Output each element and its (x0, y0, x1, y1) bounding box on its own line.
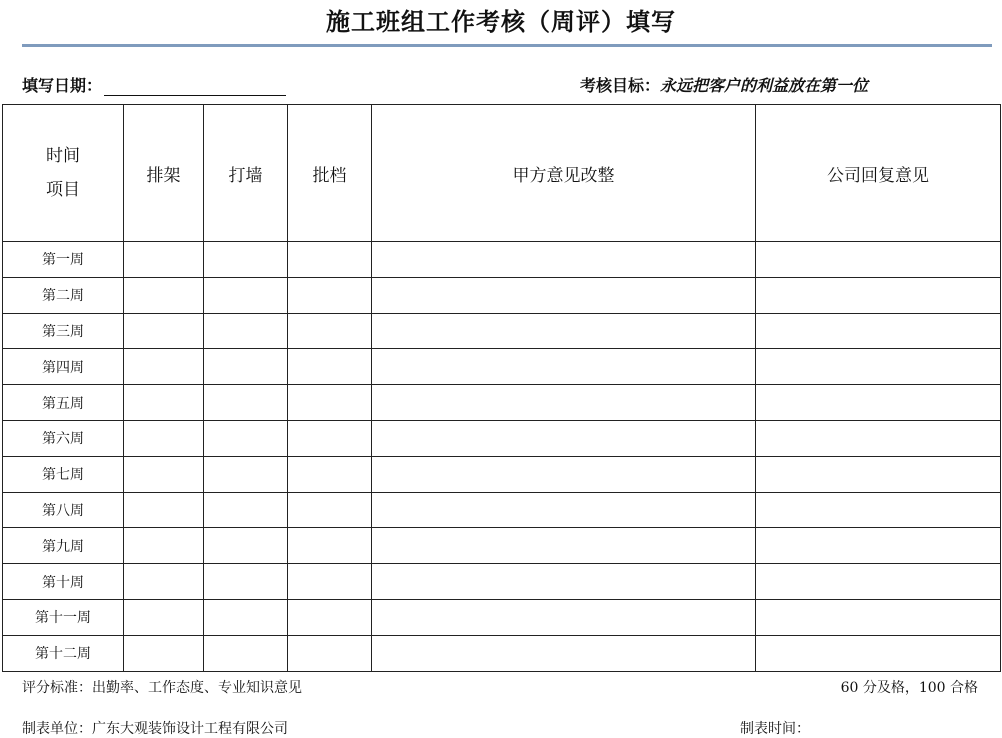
issuing-unit: 制表单位：广东大观装饰设计工程有限公司 (22, 721, 288, 737)
company-reply-cell[interactable] (756, 564, 1001, 600)
goal-label: 考核目标： (580, 76, 661, 95)
file-cell[interactable] (288, 528, 372, 564)
file-cell[interactable] (288, 313, 372, 349)
wall-cell[interactable] (204, 564, 288, 600)
issue-time: 制表时间： (740, 721, 810, 737)
table-row (3, 456, 1001, 492)
table-row (3, 528, 1001, 564)
table-row (3, 277, 1001, 313)
company-reply-cell[interactable] (756, 599, 1001, 635)
company-reply-cell[interactable] (756, 349, 1001, 385)
wall-cell[interactable] (204, 635, 288, 671)
table-row (3, 564, 1001, 600)
fill-date-label: 填写日期： (22, 76, 103, 95)
week-label: 第十一周 (3, 599, 124, 635)
week-label: 第七周 (3, 456, 124, 492)
file-cell[interactable] (288, 492, 372, 528)
table-row (3, 635, 1001, 671)
company-reply-cell[interactable] (756, 420, 1001, 456)
wall-cell[interactable] (204, 599, 288, 635)
company-reply-cell[interactable] (756, 528, 1001, 564)
company-reply-cell[interactable] (756, 313, 1001, 349)
company-reply-cell[interactable] (756, 492, 1001, 528)
client-opinion-cell[interactable] (372, 564, 756, 600)
header-time-item (3, 105, 124, 242)
wall-cell[interactable] (204, 528, 288, 564)
file-cell[interactable] (288, 635, 372, 671)
client-opinion-cell[interactable] (372, 313, 756, 349)
wall-cell[interactable] (204, 277, 288, 313)
rack-cell[interactable] (124, 313, 204, 349)
company-reply-cell[interactable] (756, 385, 1001, 421)
table-row (3, 313, 1001, 349)
week-label: 第十周 (3, 564, 124, 600)
table-row (3, 349, 1001, 385)
header-wall: 打墙 (204, 105, 288, 242)
file-cell[interactable] (288, 564, 372, 600)
wall-cell[interactable] (204, 242, 288, 278)
rack-cell[interactable] (124, 528, 204, 564)
table-header-row (3, 105, 1001, 242)
week-label: 第八周 (3, 492, 124, 528)
week-label: 第四周 (3, 349, 124, 385)
company-reply-cell[interactable] (756, 635, 1001, 671)
wall-cell[interactable] (204, 456, 288, 492)
week-label: 第六周 (3, 420, 124, 456)
header-item-label: 项目 (46, 180, 80, 200)
client-opinion-cell[interactable] (372, 277, 756, 313)
wall-cell[interactable] (204, 492, 288, 528)
client-opinion-cell[interactable] (372, 528, 756, 564)
week-label: 第三周 (3, 313, 124, 349)
table-row (3, 420, 1001, 456)
client-opinion-cell[interactable] (372, 492, 756, 528)
client-opinion-cell[interactable] (372, 456, 756, 492)
evaluation-table (2, 104, 1001, 672)
table-row (3, 242, 1001, 278)
rack-cell[interactable] (124, 635, 204, 671)
file-cell[interactable] (288, 277, 372, 313)
client-opinion-cell[interactable] (372, 420, 756, 456)
week-label: 第九周 (3, 528, 124, 564)
header-file: 批档 (288, 105, 372, 242)
table-body (3, 242, 1001, 672)
header-client-opinion: 甲方意见改整 (372, 105, 756, 242)
header-time-label: 时间 (46, 146, 80, 166)
goal-value: 永远把客户的利益放在第一位 (660, 76, 869, 95)
table-row (3, 492, 1001, 528)
rack-cell[interactable] (124, 564, 204, 600)
wall-cell[interactable] (204, 313, 288, 349)
company-reply-cell[interactable] (756, 456, 1001, 492)
rack-cell[interactable] (124, 492, 204, 528)
week-label: 第二周 (3, 277, 124, 313)
header-rack: 排架 (124, 105, 204, 242)
client-opinion-cell[interactable] (372, 635, 756, 671)
fill-date-field[interactable] (104, 77, 286, 96)
file-cell[interactable] (288, 599, 372, 635)
client-opinion-cell[interactable] (372, 385, 756, 421)
rack-cell[interactable] (124, 599, 204, 635)
rack-cell[interactable] (124, 349, 204, 385)
table-row (3, 385, 1001, 421)
file-cell[interactable] (288, 349, 372, 385)
file-cell[interactable] (288, 385, 372, 421)
passing-score: 60 分及格，100 合格 (840, 680, 978, 696)
client-opinion-cell[interactable] (372, 242, 756, 278)
client-opinion-cell[interactable] (372, 599, 756, 635)
wall-cell[interactable] (204, 420, 288, 456)
rack-cell[interactable] (124, 385, 204, 421)
rack-cell[interactable] (124, 456, 204, 492)
client-opinion-cell[interactable] (372, 349, 756, 385)
company-reply-cell[interactable] (756, 242, 1001, 278)
scoring-criteria: 评分标准：出勤率、工作态度、专业知识意见 (22, 680, 302, 696)
title-divider (22, 44, 992, 47)
goal-row (580, 73, 868, 96)
rack-cell[interactable] (124, 242, 204, 278)
header-company-reply: 公司回复意见 (756, 105, 1001, 242)
week-label: 第五周 (3, 385, 124, 421)
wall-cell[interactable] (204, 349, 288, 385)
file-cell[interactable] (288, 242, 372, 278)
company-reply-cell[interactable] (756, 277, 1001, 313)
fill-date-row (22, 73, 286, 96)
page-title: 施工班组工作考核（周评）填写 (326, 8, 676, 36)
rack-cell[interactable] (124, 420, 204, 456)
file-cell[interactable] (288, 420, 372, 456)
file-cell[interactable] (288, 456, 372, 492)
table-row (3, 599, 1001, 635)
wall-cell[interactable] (204, 385, 288, 421)
rack-cell[interactable] (124, 277, 204, 313)
week-label: 第十二周 (3, 635, 124, 671)
week-label: 第一周 (3, 242, 124, 278)
